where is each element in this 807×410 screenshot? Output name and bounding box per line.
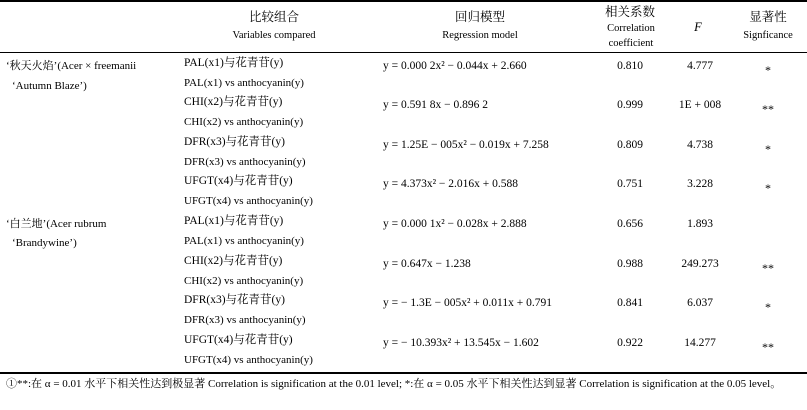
regression-model: y = 1.25E − 005x² − 0.019x + 7.258 — [383, 139, 549, 151]
f-value: 4.738 — [687, 139, 713, 151]
correlation-coefficient: 0.999 — [617, 99, 643, 111]
compare-zh: PAL(x1)与花青苷(y) — [184, 57, 284, 69]
header-corr-en1: Correlation — [607, 23, 655, 34]
header-model-en: Regression model — [442, 30, 518, 41]
correlation-coefficient: 0.751 — [617, 178, 643, 190]
significance: * — [765, 142, 771, 156]
correlation-coefficient: 0.922 — [617, 337, 643, 349]
compare-en: PAL(x1) vs anthocyanin(y) — [184, 77, 304, 89]
compare-en: DFR(x3) vs anthocyanin(y) — [184, 314, 306, 326]
group-label-autumn-blaze-line2: ‘Autumn Blaze’) — [12, 80, 87, 92]
significance: ** — [762, 340, 774, 354]
significance: ** — [762, 102, 774, 116]
compare-en: CHI(x2) vs anthocyanin(y) — [184, 275, 304, 287]
compare-en: CHI(x2) vs anthocyanin(y) — [184, 116, 304, 128]
table-top-rule — [0, 0, 807, 2]
regression-model: y = 0.647x − 1.238 — [383, 258, 471, 270]
header-corr-zh: 相关系数 — [604, 5, 656, 19]
header-compare-en: Variables compared — [232, 30, 316, 41]
compare-zh: CHI(x2)与花青苷(y) — [184, 96, 283, 108]
significance: * — [765, 300, 771, 314]
f-value: 6.037 — [687, 297, 713, 309]
compare-en: UFGT(x4) vs anthocyanin(y) — [184, 195, 313, 207]
correlation-coefficient: 0.988 — [617, 258, 643, 270]
compare-en: DFR(x3) vs anthocyanin(y) — [184, 156, 306, 168]
correlation-coefficient: 0.809 — [617, 139, 643, 151]
header-compare-zh: 比较组合 — [248, 10, 300, 24]
regression-model: y = 0.000 1x² − 0.028x + 2.888 — [383, 218, 527, 230]
regression-model: y = − 1.3E − 005x² + 0.011x + 0.791 — [383, 297, 552, 309]
significance: ** — [762, 261, 774, 275]
f-value: 3.228 — [687, 178, 713, 190]
f-value: 4.777 — [687, 60, 713, 72]
correlation-coefficient: 0.841 — [617, 297, 643, 309]
f-value: 1.893 — [687, 218, 713, 230]
group-label-brandywine-line2: ‘Brandywine’) — [12, 237, 77, 249]
compare-zh: DFR(x3)与花青苷(y) — [184, 136, 285, 148]
compare-zh: UFGT(x4)与花青苷(y) — [184, 334, 293, 346]
header-corr-en2: coefficient — [608, 38, 654, 49]
header-sig-zh: 显著性 — [749, 10, 787, 24]
regression-model: y = − 10.393x² + 13.545x − 1.602 — [383, 337, 539, 349]
significance: * — [765, 181, 771, 195]
compare-en: UFGT(x4) vs anthocyanin(y) — [184, 354, 313, 366]
f-value: 1E + 008 — [678, 99, 722, 111]
group-label-autumn-blaze-line1: ‘秋天火焰’(Acer × freemanii — [6, 60, 137, 72]
correlation-coefficient: 0.656 — [617, 218, 643, 230]
compare-zh: PAL(x1)与花青苷(y) — [184, 215, 284, 227]
header-sig-en: Signficance — [743, 30, 793, 41]
header-f: F — [694, 20, 702, 34]
header-model-zh: 回归模型 — [454, 10, 506, 24]
table-bottom-rule — [0, 372, 807, 374]
table-footnote: ①**:在 α = 0.01 水平下相关性达到极显著 Correlation is signification at the 0.01 level; *:在 α = 0.05 水平下相关性达到显著 Correlation is signification at the 0.05 level。 — [6, 378, 782, 390]
compare-zh: CHI(x2)与花青苷(y) — [184, 255, 283, 267]
correlation-coefficient: 0.810 — [617, 60, 643, 72]
compare-zh: DFR(x3)与花青苷(y) — [184, 294, 285, 306]
header-bottom-rule — [0, 52, 807, 53]
group-label-brandywine-line1: ‘白兰地’(Acer rubrum — [6, 218, 107, 230]
f-value: 249.273 — [681, 258, 719, 270]
regression-model: y = 4.373x² − 2.016x + 0.588 — [383, 178, 519, 190]
compare-en: PAL(x1) vs anthocyanin(y) — [184, 235, 304, 247]
regression-model: y = 0.000 2x² − 0.044x + 2.660 — [383, 60, 527, 72]
regression-model: y = 0.591 8x − 0.896 2 — [383, 99, 488, 111]
f-value: 14.277 — [684, 337, 716, 349]
compare-zh: UFGT(x4)与花青苷(y) — [184, 175, 293, 187]
significance: * — [765, 63, 771, 77]
